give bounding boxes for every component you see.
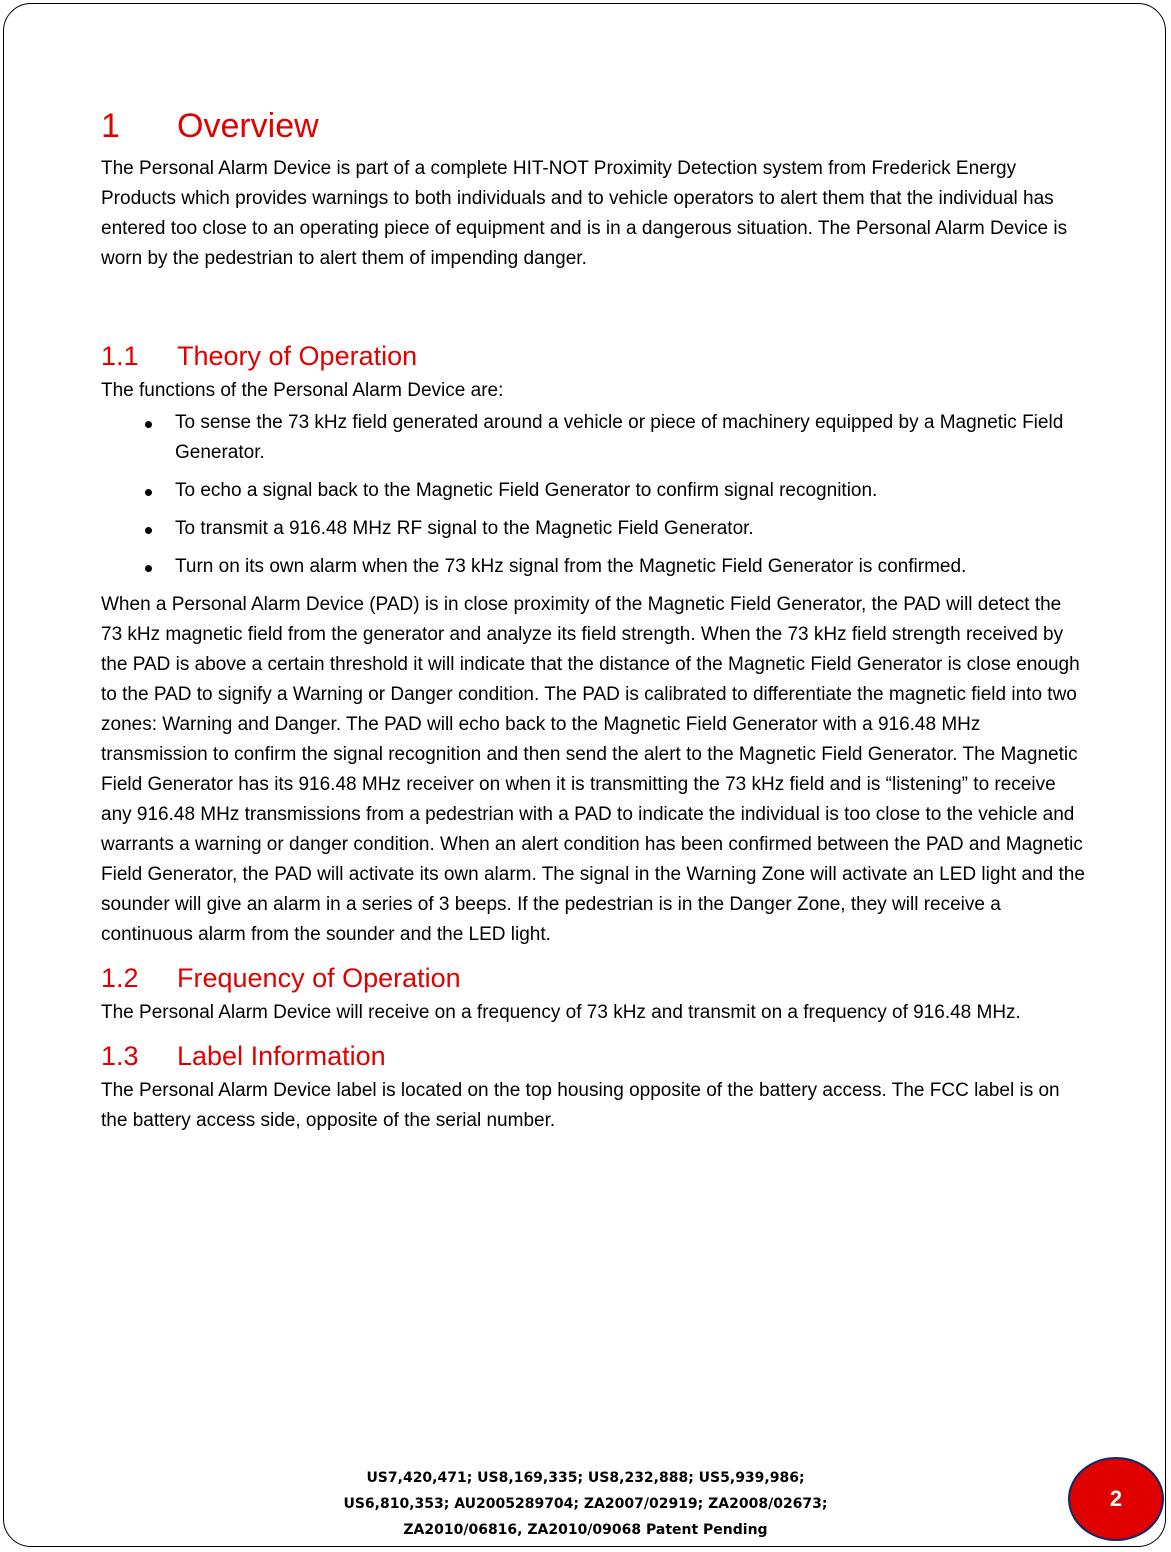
theory-intro: The functions of the Personal Alarm Device are: (101, 380, 504, 401)
list-item (101, 514, 1086, 544)
heading-theory-of-operation (101, 336, 1086, 376)
footer-line: US7,420,471; US8,169,335; US8,232,888; US5,939,986; (366, 1470, 805, 1486)
heading-title: Theory of Operation (177, 341, 418, 371)
page-number: 2 (1109, 1486, 1123, 1511)
heading-number: 1.1 (101, 341, 139, 371)
frequency-paragraph: The Personal Alarm Device will receive on a frequency of 73 kHz and transmit on a frequency of 916.48 MHz. (101, 1002, 1021, 1023)
theory-paragraph: When a Personal Alarm Device (PAD) is in close proximity of the Magnetic Field Generator, the PAD will detect the 73 kHz magnetic field from the generator and analyze its field strength. When the 73 kHz field strength received by the PAD is above a certain threshold it will indicate that the distance of the Magnetic Field Generator is close enough to the PAD to signify a Warning or Danger condition. The PAD is calibrated to differentiate the magnetic field into two zones: Warning and Danger. The PAD will echo back to the Magnetic Field Generator with a 916.48 MHz transmission to confirm the signal recognition and then send the alert to the Magnetic Field Generator. The Magnetic Field Generator has its 916.48 MHz receiver on when it is transmitting the 73 kHz field and is “listening” to receive any 916.48 MHz transmissions from a pedestrian with a PAD to indicate the individual is too close to the vehicle and warrants a warning or danger condition. When an alert condition has been confirmed between the PAD and Magnetic Field Generator, the PAD will activate its own alarm. The signal in the Warning Zone will activate an LED light and the sounder will give an alarm in a series of 3 beeps. If the pedestrian is in the Danger Zone, they will receive a continuous alarm from the sounder and the LED light. (101, 594, 1085, 945)
bullet-icon (145, 489, 152, 496)
label-paragraph: The Personal Alarm Device label is located on the top housing opposite of the battery access. The FCC label is on the battery access side, opposite of the serial number. (101, 1080, 1060, 1131)
spacer (101, 274, 1086, 336)
heading-number: 1.2 (101, 963, 139, 993)
functions-list (101, 408, 1086, 582)
heading-number: 1.3 (101, 1041, 139, 1071)
footer-line: US6,810,353; AU2005289704; ZA2007/02919; ZA2008/02673; (343, 1496, 828, 1512)
bullet-icon (145, 565, 152, 572)
list-item (101, 476, 1086, 506)
list-item (101, 552, 1086, 582)
heading-title: Frequency of Operation (177, 963, 461, 993)
heading-number: 1 (101, 107, 120, 145)
heading-title: Label Information (177, 1041, 386, 1071)
overview-paragraph: The Personal Alarm Device is part of a complete HIT-NOT Proximity Detection system from Frederick Energy Products which provides warnings to both individuals and to vehicle operators to alert them that the individual has entered too close to an operating piece of equipment and is in a dangerous situation. The Personal Alarm Device is worn by the pedestrian to alert them of impending danger. (101, 158, 1068, 269)
page-number-badge (1068, 1457, 1164, 1541)
list-item-text: Turn on its own alarm when the 73 kHz signal from the Magnetic Field Generator is confirmed. (175, 556, 967, 577)
list-item-text: To sense the 73 kHz field generated around a vehicle or piece of machinery equipped by a Magnetic Field Generator. (175, 412, 1064, 463)
patent-footer (0, 1465, 1171, 1543)
bullet-icon (145, 421, 152, 428)
heading-title: Overview (177, 107, 319, 145)
heading-overview (101, 100, 1086, 152)
list-item-text: To echo a signal back to the Magnetic Field Generator to confirm signal recognition. (175, 480, 878, 501)
list-item (101, 408, 1086, 468)
bullet-icon (145, 527, 152, 534)
heading-frequency-of-operation (101, 958, 1086, 998)
list-item-text: To transmit a 916.48 MHz RF signal to the Magnetic Field Generator. (175, 518, 754, 539)
document-body (101, 100, 1086, 1136)
footer-line: ZA2010/06816, ZA2010/09068 Patent Pending (403, 1522, 768, 1538)
heading-label-information (101, 1036, 1086, 1076)
